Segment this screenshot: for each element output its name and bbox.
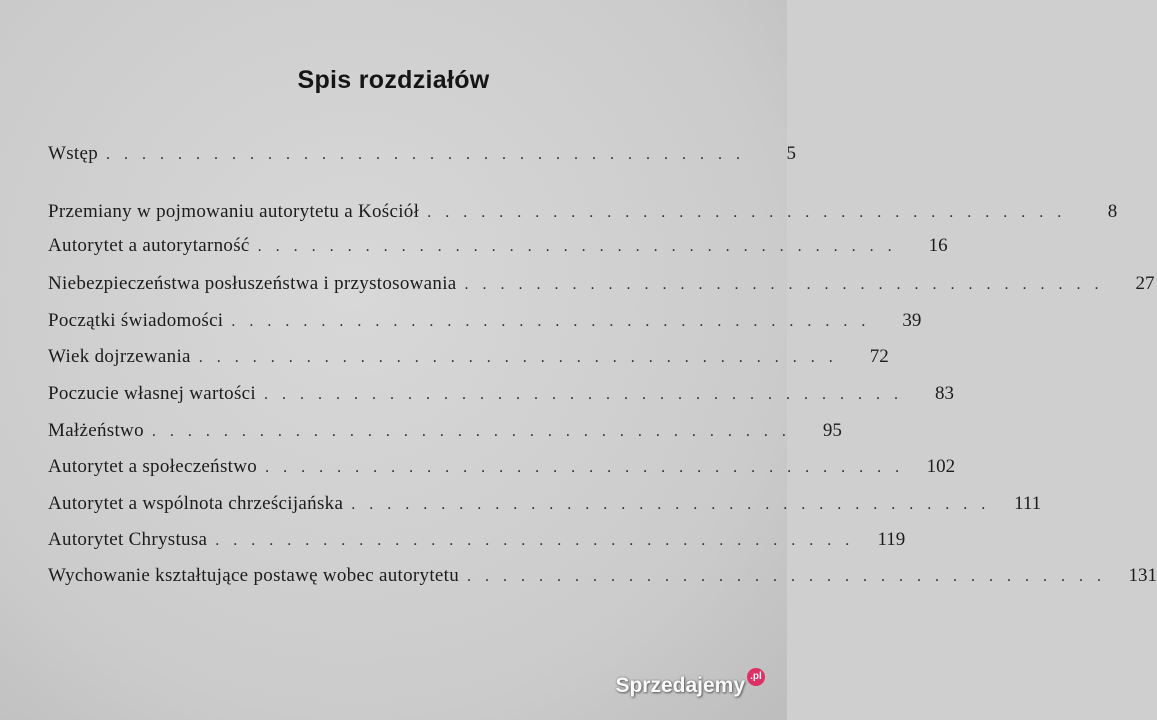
toc-entry-page: 27	[1135, 273, 1155, 294]
toc-entry	[48, 346, 889, 374]
toc-entry-page: 102	[926, 456, 956, 477]
toc-entry	[48, 565, 1157, 593]
toc-entry	[48, 456, 956, 484]
toc-entry	[48, 420, 842, 448]
toc-entry-title: Początki świadomości	[48, 310, 224, 331]
toc-entry-title: Autorytet a wspólnota chrześcijańska	[48, 493, 344, 514]
leader-dots: ....................................	[106, 146, 755, 163]
leader-dots: ....................................	[257, 238, 906, 255]
leader-dots: ....................................	[467, 568, 1116, 585]
watermark-badge: .pl	[747, 668, 765, 686]
toc-entry-title: Poczucie własnej wartości	[48, 383, 256, 404]
toc-entry-title: Niebezpieczeństwa posłuszeństwa i przystosowania	[48, 273, 457, 294]
leader-dots: ....................................	[215, 532, 864, 549]
toc-entry-page: 16	[928, 235, 948, 256]
watermark-text: Sprzedajemy	[615, 674, 745, 697]
toc-entry-page: 72	[869, 346, 889, 367]
leader-dots: ....................................	[464, 276, 1113, 293]
toc-entry-page: 5	[786, 143, 797, 164]
toc-entry	[48, 201, 1118, 229]
toc-entry	[48, 235, 948, 263]
toc-entry-title: Wiek dojrzewania	[48, 346, 191, 367]
page-title: Spis rozdziałów	[297, 66, 490, 94]
toc-entry-title: Autorytet Chrystusa	[48, 529, 208, 550]
toc-entry	[48, 143, 797, 171]
leader-dots: ....................................	[351, 496, 1000, 513]
leader-dots: ....................................	[265, 459, 914, 476]
toc-entry-page: 39	[902, 310, 922, 331]
leader-dots: ....................................	[151, 423, 800, 440]
toc-entry-title: Wychowanie kształtujące postawę wobec autorytetu	[48, 565, 460, 586]
toc-entry	[48, 383, 954, 411]
leader-dots: ....................................	[198, 349, 847, 366]
toc-entry-page: 83	[934, 383, 954, 404]
watermark-logo	[615, 671, 765, 698]
toc-entry-title: Autorytet a autorytarność	[48, 235, 250, 256]
toc-entry-title: Małżeństwo	[48, 420, 144, 441]
leader-dots: ....................................	[231, 313, 880, 330]
toc-entry-title: Wstęp	[48, 143, 99, 164]
leader-dots: ....................................	[263, 386, 912, 403]
toc-entry	[48, 310, 922, 338]
toc-entry-page: 111	[1014, 493, 1042, 514]
toc-entry-page: 95	[822, 420, 842, 441]
toc-entry	[48, 529, 906, 557]
toc-entry-page: 131	[1128, 565, 1157, 586]
toc-entry-title: Przemiany w pojmowaniu autorytetu a Kościół	[48, 201, 420, 222]
toc-entry	[48, 273, 1155, 301]
toc-entry	[48, 493, 1042, 521]
toc-entry-page: 119	[877, 529, 906, 550]
toc-entry-page: 8	[1107, 201, 1118, 222]
leader-dots: ....................................	[427, 204, 1076, 221]
toc-entry-title: Autorytet a społeczeństwo	[48, 456, 258, 477]
